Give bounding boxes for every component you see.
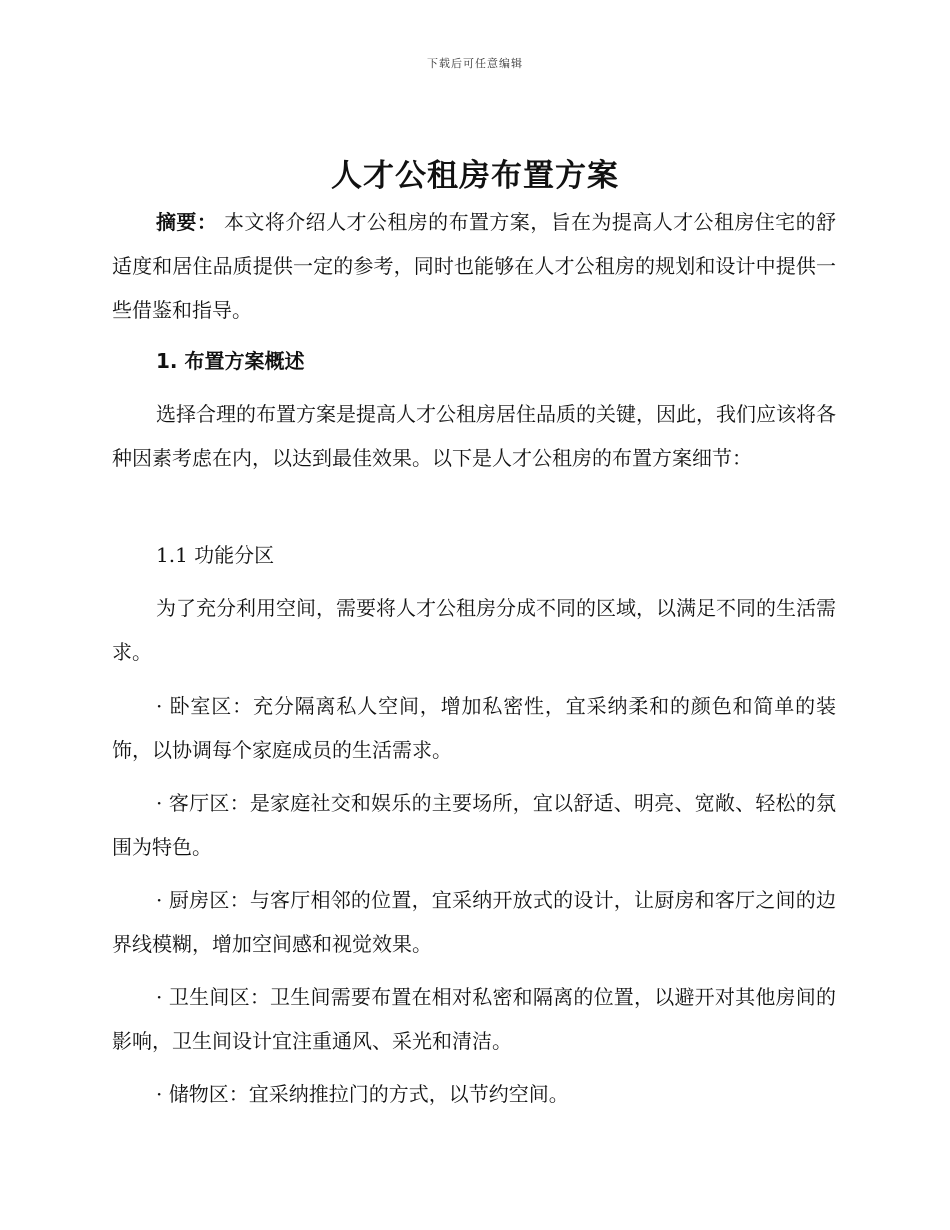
zone-bedroom: · 卧室区：充分隔离私人空间，增加私密性，宜采纳柔和的颜色和简单的装饰，以协调每个家庭成员的生活需求。 [112,694,836,762]
section-1-1-paragraph: 为了充分利用空间，需要将人才公租房分成不同的区域，以满足不同的生活需求。 [112,596,836,664]
zone-bathroom: · 卫生间区：卫生间需要布置在相对私密和隔离的位置，以避开对其他房间的影响，卫生间设计宜注重通风、采光和清洁。 [112,985,836,1053]
abstract-text: 本文将介绍人才公租房的布置方案，旨在为提高人才公租房住宅的舒适度和居住品质提供一定的参考，同时也能够在人才公租房的规划和设计中提供一些借鉴和指导。 [112,210,837,322]
abstract-paragraph [112,200,836,332]
document-title: 人才公租房布置方案 [331,158,619,194]
section-1-heading: 1. 布置方案概述 [156,349,305,373]
zone-kitchen: · 厨房区：与客厅相邻的位置，宜采纳开放式的设计，让厨房和客厅之间的边界线模糊，增加空间感和视觉效果。 [112,888,836,956]
zone-living-room: · 客厅区：是家庭社交和娱乐的主要场所，宜以舒适、明亮、宽敞、轻松的氛围为特色。 [112,791,836,859]
abstract-label: 摘要： [156,210,218,234]
zone-storage: · 储物区：宜采纳推拉门的方式，以节约空间。 [156,1082,569,1106]
header-note: 下载后可任意编辑 [427,57,523,70]
section-1-1-heading: 1.1 功能分区 [156,543,275,567]
section-1-paragraph: 选择合理的布置方案是提高人才公租房居住品质的关键，因此，我们应该将各种因素考虑在内，以达到最佳效果。以下是人才公租房的布置方案细节： [112,402,836,470]
